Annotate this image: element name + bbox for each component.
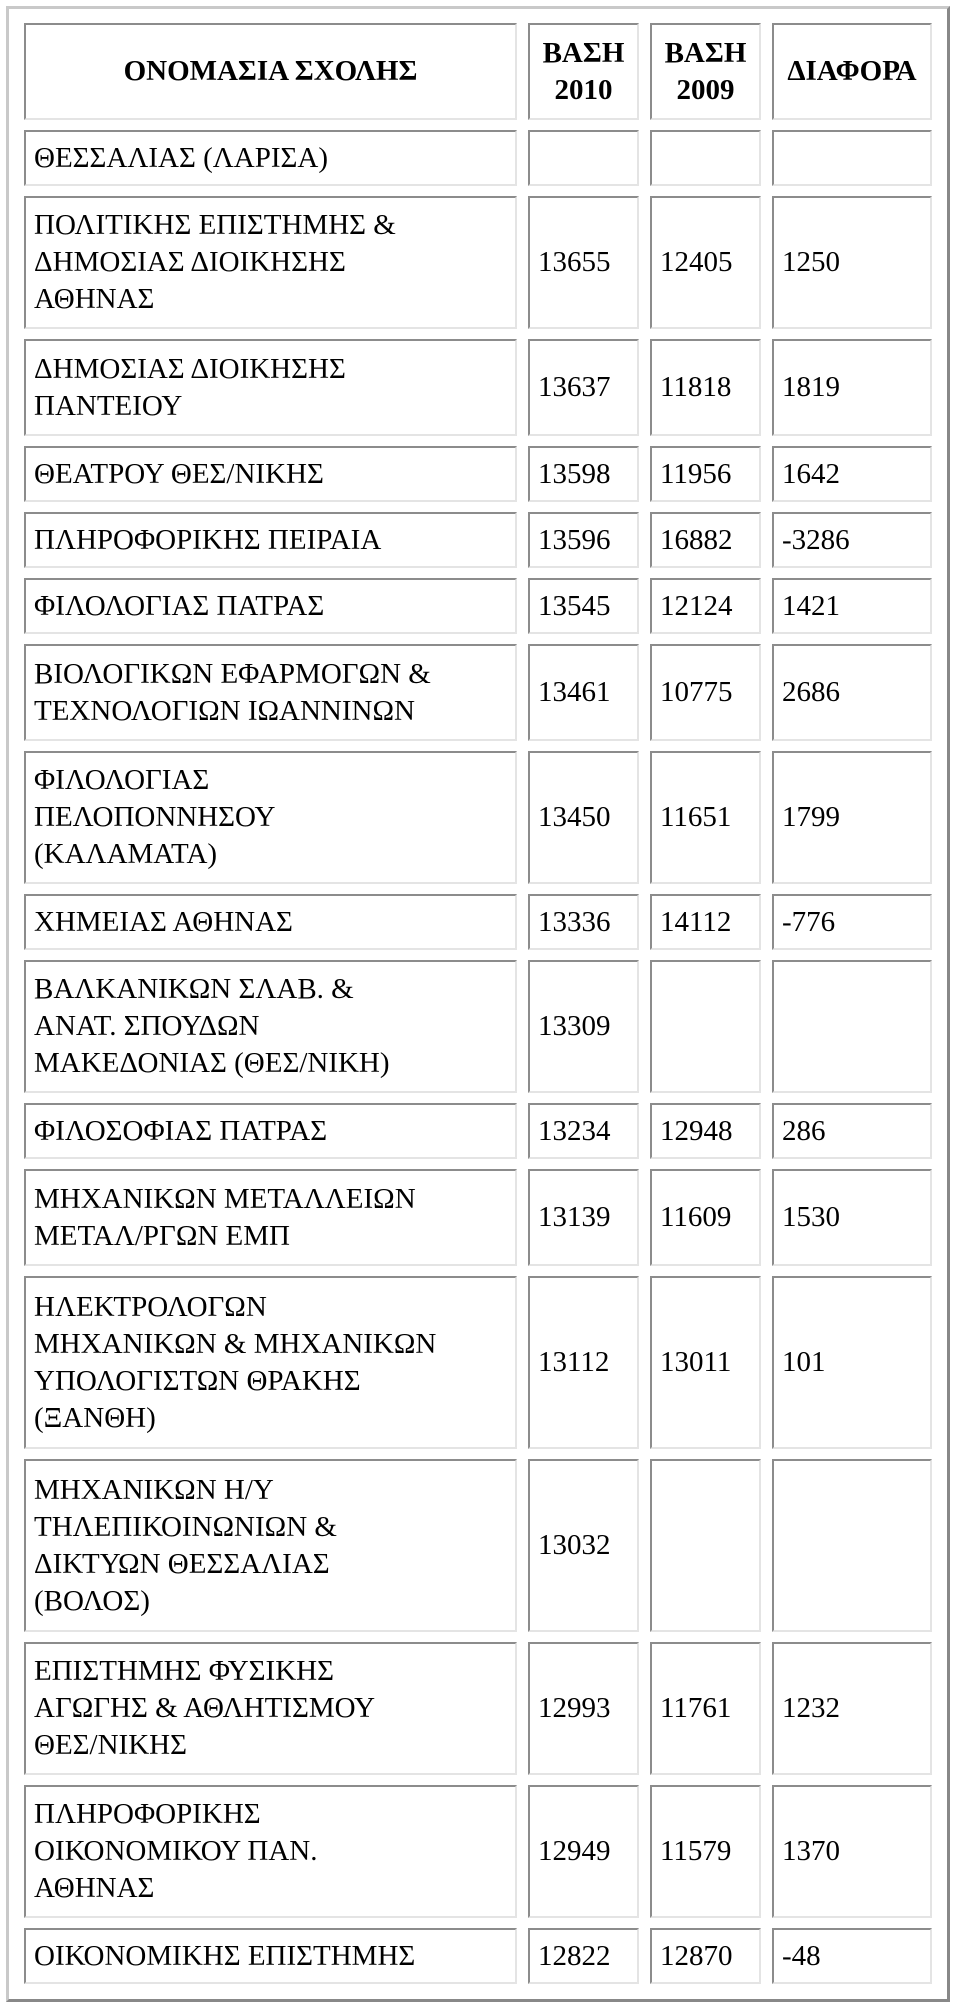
difference-cell: 1530	[772, 1169, 932, 1266]
header-difference: ΔΙΑΦΟΡΑ	[772, 23, 932, 120]
table-row	[24, 1928, 932, 1984]
base-2010-cell: 13112	[528, 1276, 639, 1449]
table-row	[24, 446, 932, 502]
table-row	[24, 339, 932, 436]
table-row	[24, 1169, 932, 1266]
table-row	[24, 644, 932, 741]
base-2009-cell: 11956	[650, 446, 761, 502]
school-name-cell: ΠΟΛΙΤΙΚΗΣ ΕΠΙΣΤΗΜΗΣ & ΔΗΜΟΣΙΑΣ ΔΙΟΙΚΗΣΗΣ ΑΘΗΝΑΣ	[24, 196, 517, 329]
admission-scores-table	[13, 13, 943, 1994]
base-2010-cell: 13545	[528, 578, 639, 634]
base-2010-cell: 12993	[528, 1642, 639, 1775]
school-name-cell: ΒΑΛΚΑΝΙΚΩΝ ΣΛΑΒ. & ΑΝΑΤ. ΣΠΟΥΔΩΝ ΜΑΚΕΔΟΝΙΑΣ (ΘΕΣ/ΝΙΚΗ)	[24, 960, 517, 1093]
difference-cell	[772, 1459, 932, 1632]
school-name-cell: ΘΕΑΤΡΟΥ ΘΕΣ/ΝΙΚΗΣ	[24, 446, 517, 502]
school-name-cell: ΠΛΗΡΟΦΟΡΙΚΗΣ ΟΙΚΟΝΟΜΙΚΟΥ ΠΑΝ. ΑΘΗΝΑΣ	[24, 1785, 517, 1918]
table-row	[24, 1103, 932, 1159]
difference-cell: 101	[772, 1276, 932, 1449]
base-2010-cell: 13234	[528, 1103, 639, 1159]
table-row	[24, 130, 932, 186]
difference-cell: 286	[772, 1103, 932, 1159]
difference-cell: 1819	[772, 339, 932, 436]
school-name-cell: ΒΙΟΛΟΓΙΚΩΝ ΕΦΑΡΜΟΓΩΝ & ΤΕΧΝΟΛΟΓΙΩΝ ΙΩΑΝΝΙΝΩΝ	[24, 644, 517, 741]
base-2010-cell: 13309	[528, 960, 639, 1093]
base-2010-cell: 12949	[528, 1785, 639, 1918]
base-2010-cell: 13139	[528, 1169, 639, 1266]
table-row	[24, 578, 932, 634]
difference-cell: 1642	[772, 446, 932, 502]
header-row	[24, 23, 932, 120]
table-row	[24, 894, 932, 950]
base-2009-cell: 16882	[650, 512, 761, 568]
school-name-cell: ΠΛΗΡΟΦΟΡΙΚΗΣ ΠΕΙΡΑΙΑ	[24, 512, 517, 568]
table-row	[24, 751, 932, 884]
base-2009-cell: 13011	[650, 1276, 761, 1449]
difference-cell: -48	[772, 1928, 932, 1984]
base-2009-cell: 12124	[650, 578, 761, 634]
table-row	[24, 512, 932, 568]
base-2009-cell: 10775	[650, 644, 761, 741]
table-row	[24, 196, 932, 329]
table-row	[24, 1276, 932, 1449]
table-row	[24, 1459, 932, 1632]
difference-cell: 2686	[772, 644, 932, 741]
base-2010-cell	[528, 130, 639, 186]
table-row	[24, 1642, 932, 1775]
difference-cell: -3286	[772, 512, 932, 568]
school-name-cell: ΔΗΜΟΣΙΑΣ ΔΙΟΙΚΗΣΗΣ ΠΑΝΤΕΙΟΥ	[24, 339, 517, 436]
header-base-2009: ΒΑΣΗ 2009	[650, 23, 761, 120]
base-2010-cell: 13598	[528, 446, 639, 502]
base-2009-cell: 11651	[650, 751, 761, 884]
table-row	[24, 960, 932, 1093]
base-2009-cell	[650, 1459, 761, 1632]
school-name-cell: ΧΗΜΕΙΑΣ ΑΘΗΝΑΣ	[24, 894, 517, 950]
difference-cell: -776	[772, 894, 932, 950]
difference-cell	[772, 130, 932, 186]
base-2010-cell: 13596	[528, 512, 639, 568]
base-2009-cell	[650, 960, 761, 1093]
base-2009-cell: 12870	[650, 1928, 761, 1984]
school-name-cell: ΜΗΧΑΝΙΚΩΝ ΜΕΤΑΛΛΕΙΩΝ ΜΕΤΑΛ/ΡΓΩΝ ΕΜΠ	[24, 1169, 517, 1266]
base-2010-cell: 13637	[528, 339, 639, 436]
school-name-cell: ΜΗΧΑΝΙΚΩΝ Η/Υ ΤΗΛΕΠΙΚΟΙΝΩΝΙΩΝ & ΔΙΚΤΥΩΝ ΘΕΣΣΑΛΙΑΣ (ΒΟΛΟΣ)	[24, 1459, 517, 1632]
base-2009-cell: 11609	[650, 1169, 761, 1266]
base-2009-cell: 11579	[650, 1785, 761, 1918]
school-name-cell: ΦΙΛΟΣΟΦΙΑΣ ΠΑΤΡΑΣ	[24, 1103, 517, 1159]
table-frame	[6, 6, 950, 2002]
base-2010-cell: 13461	[528, 644, 639, 741]
header-school-name: ΟΝΟΜΑΣΙΑ ΣΧΟΛΗΣ	[24, 23, 517, 120]
difference-cell: 1232	[772, 1642, 932, 1775]
table-row	[24, 1785, 932, 1918]
school-name-cell: ΗΛΕΚΤΡΟΛΟΓΩΝ ΜΗΧΑΝΙΚΩΝ & ΜΗΧΑΝΙΚΩΝ ΥΠΟΛΟΓΙΣΤΩΝ ΘΡΑΚΗΣ (ΞΑΝΘΗ)	[24, 1276, 517, 1449]
school-name-cell: ΦΙΛΟΛΟΓΙΑΣ ΠΑΤΡΑΣ	[24, 578, 517, 634]
base-2010-cell: 13032	[528, 1459, 639, 1632]
base-2010-cell: 13655	[528, 196, 639, 329]
base-2009-cell	[650, 130, 761, 186]
difference-cell: 1799	[772, 751, 932, 884]
header-base-2010: ΒΑΣΗ 2010	[528, 23, 639, 120]
base-2009-cell: 14112	[650, 894, 761, 950]
difference-cell: 1421	[772, 578, 932, 634]
difference-cell: 1250	[772, 196, 932, 329]
difference-cell	[772, 960, 932, 1093]
base-2010-cell: 13336	[528, 894, 639, 950]
school-name-cell: ΘΕΣΣΑΛΙΑΣ (ΛΑΡΙΣΑ)	[24, 130, 517, 186]
school-name-cell: ΕΠΙΣΤΗΜΗΣ ΦΥΣΙΚΗΣ ΑΓΩΓΗΣ & ΑΘΛΗΤΙΣΜΟΥ ΘΕΣ/ΝΙΚΗΣ	[24, 1642, 517, 1775]
base-2010-cell: 13450	[528, 751, 639, 884]
school-name-cell: ΦΙΛΟΛΟΓΙΑΣ ΠΕΛΟΠΟΝΝΗΣΟΥ (ΚΑΛΑΜΑΤΑ)	[24, 751, 517, 884]
base-2009-cell: 12405	[650, 196, 761, 329]
base-2010-cell: 12822	[528, 1928, 639, 1984]
school-name-cell: ΟΙΚΟΝΟΜΙΚΗΣ ΕΠΙΣΤΗΜΗΣ	[24, 1928, 517, 1984]
difference-cell: 1370	[772, 1785, 932, 1918]
base-2009-cell: 11761	[650, 1642, 761, 1775]
base-2009-cell: 12948	[650, 1103, 761, 1159]
base-2009-cell: 11818	[650, 339, 761, 436]
